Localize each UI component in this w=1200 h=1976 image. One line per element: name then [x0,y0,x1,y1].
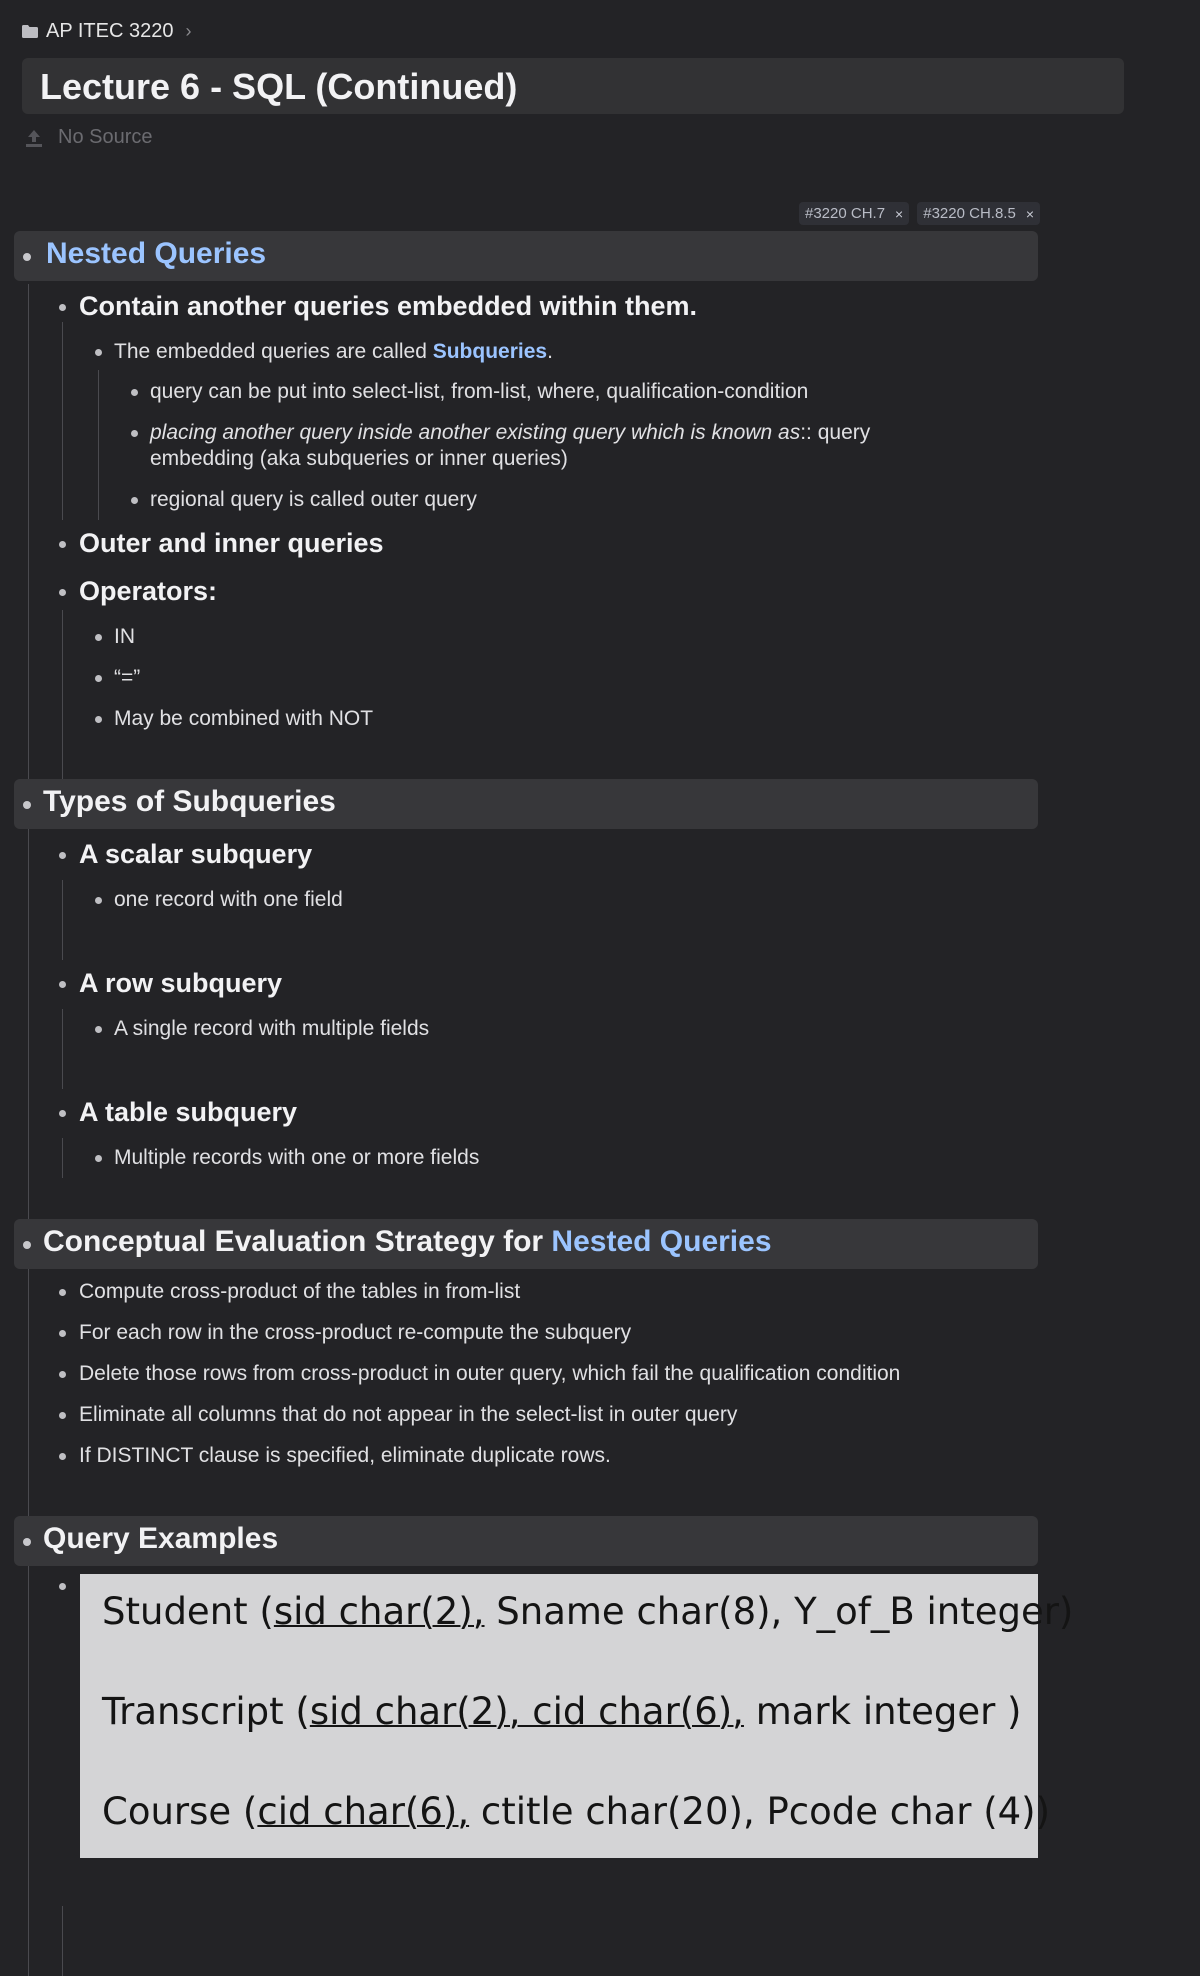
block-op-in[interactable]: IN [114,625,135,648]
heading-nested-queries[interactable]: Nested Queries [46,237,267,270]
italic-text: placing another query inside another existing query which is known as [150,421,801,444]
outline-guide-table [62,1138,63,1178]
block-scalar-desc[interactable]: one record with one field [114,888,343,911]
outline-guide-embedded [98,370,99,520]
bullet[interactable] [95,716,102,723]
subqueries-link[interactable]: Subqueries [432,340,548,363]
fields: ctitle char(20), Pcode char (4)) [469,1790,1051,1833]
source-row[interactable] [24,126,153,149]
block-op-eq[interactable]: “=” [114,666,141,689]
bullet[interactable] [131,430,138,437]
heading-types-of-subqueries[interactable]: Types of Subqueries [43,785,336,818]
bullet[interactable] [59,1371,66,1378]
bullet[interactable] [131,497,138,504]
step-4[interactable]: Eliminate all columns that do not appear in the select-list in outer query [79,1403,738,1426]
primary-key: cid char(6), [257,1790,470,1833]
block-contain-queries[interactable]: Contain another queries embedded within them. [79,291,698,321]
bullet[interactable] [95,1026,102,1033]
block-row-desc[interactable]: A single record with multiple fields [114,1017,430,1040]
block-op-not[interactable]: May be combined with NOT [114,707,374,730]
bullet[interactable] [95,897,102,904]
tag-list [799,202,1040,225]
tag-ch7[interactable] [799,202,909,225]
bullet[interactable] [59,1289,66,1296]
schema-transcript [102,1690,1022,1733]
bullet[interactable] [59,1412,66,1419]
outline-guide-examples [62,1906,63,1976]
step-2[interactable]: For each row in the cross-product re-compute the subquery [79,1321,632,1344]
schema-image[interactable] [80,1574,1074,1858]
folder-icon [22,25,38,38]
tag-label[interactable]: #3220 CH.7 [804,205,886,222]
table-name: Student ( [102,1590,274,1633]
fields: mark integer ) [743,1690,1022,1733]
outline-guide-root [28,284,29,1976]
block-row-subquery[interactable]: A row subquery [79,968,283,998]
text: Conceptual Evaluation Strategy for [43,1225,552,1258]
close-icon[interactable]: × [895,205,904,222]
page-title[interactable]: Lecture 6 - SQL (Continued) [40,66,518,107]
block-outer-inner[interactable]: Outer and inner queries [79,528,384,558]
block-query-embedding[interactable] [150,421,870,445]
block-scalar-subquery[interactable]: A scalar subquery [79,839,313,869]
outline-guide-row [62,1009,63,1089]
bullet[interactable] [59,589,66,596]
step-3[interactable]: Delete those rows from cross-product in outer query, which fail the qualification condition [79,1362,901,1385]
bullet[interactable] [23,253,31,261]
table-name: Transcript ( [102,1690,310,1733]
outline-guide-nested [62,322,63,520]
bullet[interactable] [131,389,138,396]
text: . [547,340,553,363]
block-operators[interactable]: Operators: [79,576,218,606]
step-5[interactable]: If DISTINCT clause is specified, eliminate duplicate rows. [79,1444,611,1467]
bullet[interactable] [59,304,66,311]
bullet[interactable] [59,981,66,988]
bullet[interactable] [59,1110,66,1117]
breadcrumb-folder[interactable]: AP ITEC 3220 [46,20,174,42]
bullet[interactable] [59,1583,66,1590]
chevron-right-icon: › [185,21,192,41]
block-select-list[interactable]: query can be put into select-list, from-list, where, qualification-condition [150,380,809,403]
block-table-desc[interactable]: Multiple records with one or more fields [114,1146,480,1169]
schema-course [102,1790,1050,1833]
block-outer-query[interactable]: regional query is called outer query [150,488,477,511]
bullet[interactable] [59,852,66,859]
upload-icon [24,128,44,148]
nested-queries-link[interactable]: Nested Queries [551,1225,772,1258]
close-icon[interactable]: × [1025,205,1034,222]
text: The embedded queries are called [114,340,433,363]
heading-evaluation-strategy[interactable] [43,1225,772,1259]
primary-key: sid char(2), cid char(6), [309,1690,744,1733]
bullet[interactable] [95,675,102,682]
primary-key: sid char(2), [273,1590,485,1633]
bullet[interactable] [59,1453,66,1460]
table-name: Course ( [102,1790,258,1833]
block-query-embedding-cont[interactable]: embedding (aka subqueries or inner queries) [150,447,568,470]
bullet[interactable] [23,1538,31,1546]
source-label: No Source [58,126,153,148]
tag-label[interactable]: #3220 CH.8.5 [923,205,1016,222]
breadcrumb[interactable] [22,20,191,43]
block-embedded-called[interactable] [114,340,553,364]
bullet[interactable] [59,1330,66,1337]
bullet[interactable] [23,801,31,809]
bullet[interactable] [95,349,102,356]
text: :: query [800,421,871,444]
bullet[interactable] [95,1155,102,1162]
bullet[interactable] [59,541,66,548]
tag-ch8-5[interactable] [917,202,1040,225]
schema-student [102,1590,1073,1633]
heading-query-examples[interactable]: Query Examples [43,1522,279,1555]
block-table-subquery[interactable]: A table subquery [79,1097,298,1127]
fields: Sname char(8), Y_of_B integer) [484,1590,1074,1633]
bullet[interactable] [95,634,102,641]
outline-guide-operators [62,610,63,780]
outline-guide-scalar [62,880,63,960]
bullet[interactable] [23,1241,31,1249]
step-1[interactable]: Compute cross-product of the tables in from-list [79,1280,521,1303]
